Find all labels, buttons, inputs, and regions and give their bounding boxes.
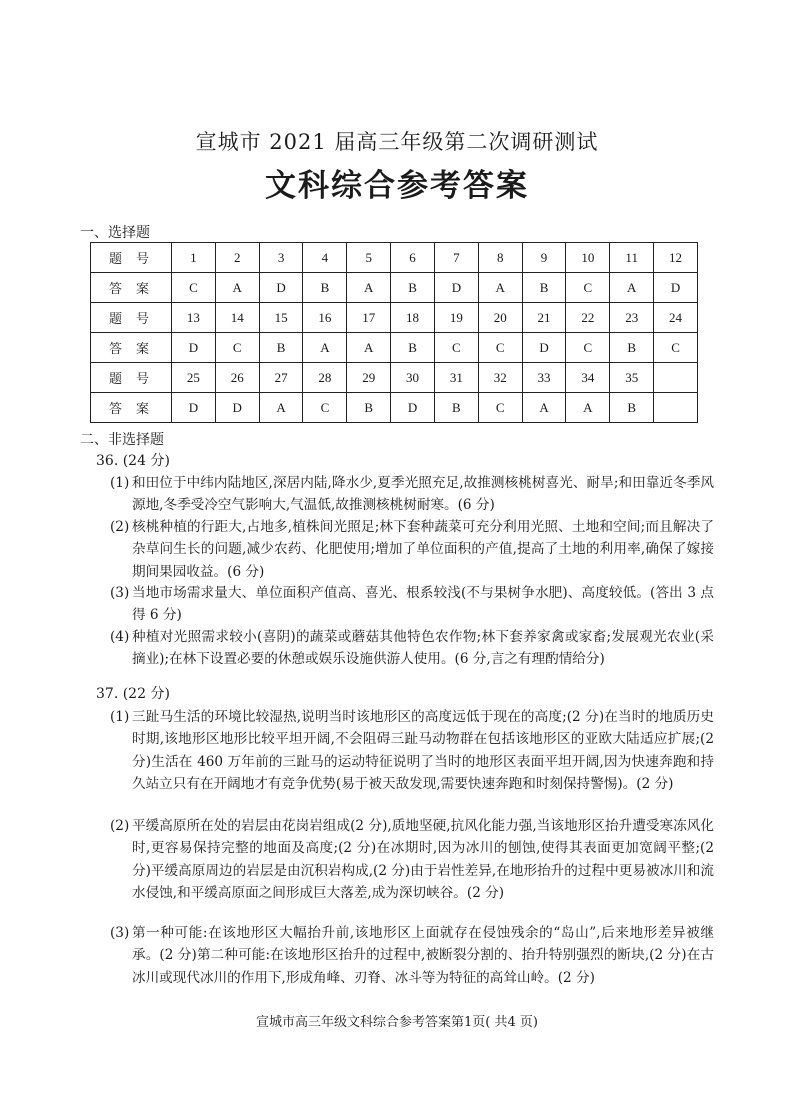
table-row-question [91, 303, 698, 333]
answer-cell: A [347, 333, 391, 363]
document-title: 文科综合参考答案 [265, 168, 529, 204]
answer-cell: D [654, 273, 698, 303]
row-header-question: 题号 [91, 243, 172, 273]
question-number-cell: 23 [610, 303, 654, 333]
row-header-answer: 答案 [91, 393, 172, 423]
question-number-cell: 31 [434, 363, 478, 393]
item-number: (3) [110, 925, 130, 941]
question-37-label: 37. (22 分) [96, 686, 170, 702]
table-row-answer [91, 273, 698, 303]
item-number: (2) [110, 818, 130, 834]
question-number-cell: 13 [172, 303, 216, 333]
question-number-cell: 25 [172, 363, 216, 393]
answer-cell: B [391, 333, 435, 363]
answer-cell: D [215, 393, 259, 423]
item-text: 和田位于中纬内陆地区,深居内陆,降水少,夏季光照充足,故推测核桃树喜光、耐旱;和田靠近冬季风源地,冬季受冷空气影响大,气温低,故推测核桃树耐寒。(6 分) [132, 475, 714, 514]
question-number-cell: 9 [522, 243, 566, 273]
question-number-cell: 6 [391, 243, 435, 273]
answer-cell: B [347, 393, 391, 423]
answer-36-1 [110, 472, 714, 517]
table-row-answer [91, 393, 698, 423]
item-text: 核桃种植的行距大,占地多,植株间光照足;林下套种蔬菜可充分利用光照、土地和空间;而且解决了杂草问生长的问题,减少农药、化肥使用;增加了单位面积的产值,提高了土地的利用率,确保了嫁接期间果园收益。(6 分) [132, 519, 714, 580]
question-number-cell: 11 [610, 243, 654, 273]
item-number: (1) [110, 475, 130, 491]
answer-cell: A [347, 273, 391, 303]
answer-cell: C [566, 273, 610, 303]
question-number-cell: 4 [303, 243, 347, 273]
question-number-cell: 7 [434, 243, 478, 273]
item-text: 第一种可能:在该地形区大幅抬升前,该地形区上面就存在侵蚀残余的“岛山”,后来地形差异被继承。(2 分)第二种可能:在该地形区抬升的过程中,被断裂分割的、抬升特别强烈的断块,(2 分)在古冰川或现代冰川的作用下,形成角峰、刃脊、冰斗等为特征的高耸山岭。(2 分) [132, 925, 714, 986]
answer-36-3 [110, 582, 714, 627]
answer-37-2 [110, 815, 714, 905]
answer-cell: D [391, 393, 435, 423]
answer-cell: D [172, 393, 216, 423]
answer-cell: D [522, 333, 566, 363]
question-36-label: 36. (24 分) [96, 453, 170, 469]
item-number: (1) [110, 709, 130, 725]
answer-cell: A [478, 273, 522, 303]
page-footer: 宣城市高三年级文科综合参考答案第1页( 共4 页) [256, 1015, 538, 1030]
question-number-cell: 34 [566, 363, 610, 393]
question-number-cell: 32 [478, 363, 522, 393]
question-number-cell: 21 [522, 303, 566, 333]
answer-table [90, 242, 698, 423]
question-number-cell: 3 [259, 243, 303, 273]
answer-cell: C [434, 333, 478, 363]
answer-cell: C [566, 333, 610, 363]
answer-cell: B [434, 393, 478, 423]
question-number-cell: 16 [303, 303, 347, 333]
question-number-cell: 2 [215, 243, 259, 273]
question-number-cell [654, 363, 698, 393]
table-row-question [91, 363, 698, 393]
question-number-cell: 35 [610, 363, 654, 393]
item-text: 平缓高原所在处的岩层由花岗岩组成(2 分),质地坚硬,抗风化能力强,当该地形区抬升遭受寒冻风化时,更容易保持完整的地面及高度;(2 分)在冰期时,因为冰川的刨蚀,使得其表面更加宽阔平整;(2 分)平缓高原周边的岩层是由沉积岩构成,(2 分)由于岩性差异,在地形抬升的过程中更易被冰川和流水侵蚀,和平缓高原面之间形成巨大落差,成为深切峡谷。(2 分) [132, 818, 714, 902]
question-number-cell: 22 [566, 303, 610, 333]
answer-cell: A [215, 273, 259, 303]
answer-cell: C [303, 393, 347, 423]
answer-cell: A [259, 393, 303, 423]
question-number-cell: 26 [215, 363, 259, 393]
question-number-cell: 29 [347, 363, 391, 393]
answer-cell: B [259, 333, 303, 363]
section-nonchoice-label: 二、非选择题 [80, 432, 164, 448]
question-number-cell: 19 [434, 303, 478, 333]
item-text: 当地市场需求量大、单位面积产值高、喜光、根系较浅(不与果树争水肥)、高度较低。(答出 3 点得 6 分) [132, 585, 714, 624]
question-number-cell: 30 [391, 363, 435, 393]
answer-36-2 [110, 516, 714, 583]
item-text: 种植对光照需求较小(喜阴)的蔬菜或蘑菇其他特色农作物;林下套养家禽或家畜;发展观光农业(采摘业);在林下设置必要的休憩或娱乐设施供游人使用。(6 分,言之有理酌情给分) [132, 629, 714, 668]
question-number-cell: 18 [391, 303, 435, 333]
row-header-answer: 答案 [91, 273, 172, 303]
item-number: (2) [110, 519, 130, 535]
answer-cell: A [522, 393, 566, 423]
question-number-cell: 1 [172, 243, 216, 273]
row-header-question: 题号 [91, 363, 172, 393]
answer-cell: A [610, 273, 654, 303]
answer-cell: D [172, 333, 216, 363]
answer-37-1 [110, 706, 714, 796]
answer-cell: B [522, 273, 566, 303]
answer-cell: B [610, 393, 654, 423]
answer-cell: D [259, 273, 303, 303]
answer-cell: B [610, 333, 654, 363]
answer-cell: A [566, 393, 610, 423]
answer-cell [654, 393, 698, 423]
question-number-cell: 15 [259, 303, 303, 333]
answer-cell: A [303, 333, 347, 363]
question-number-cell: 27 [259, 363, 303, 393]
question-number-cell: 14 [215, 303, 259, 333]
answer-cell: C [478, 393, 522, 423]
question-number-cell: 5 [347, 243, 391, 273]
item-number: (3) [110, 585, 130, 601]
answer-cell: D [434, 273, 478, 303]
answer-36-4 [110, 626, 714, 671]
answer-37-3 [110, 922, 714, 989]
question-number-cell: 24 [654, 303, 698, 333]
table-row-question [91, 243, 698, 273]
answer-cell: B [391, 273, 435, 303]
item-number: (4) [110, 629, 130, 645]
question-number-cell: 12 [654, 243, 698, 273]
row-header-answer: 答案 [91, 333, 172, 363]
exam-title: 宣城市 2021 届高三年级第二次调研测试 [195, 130, 599, 154]
question-number-cell: 17 [347, 303, 391, 333]
answer-cell: C [654, 333, 698, 363]
answer-cell: C [215, 333, 259, 363]
question-number-cell: 10 [566, 243, 610, 273]
row-header-question: 题号 [91, 303, 172, 333]
answer-cell: B [303, 273, 347, 303]
question-number-cell: 20 [478, 303, 522, 333]
answer-cell: C [172, 273, 216, 303]
question-number-cell: 28 [303, 363, 347, 393]
table-row-answer [91, 333, 698, 363]
answer-cell: C [478, 333, 522, 363]
section-choice-label: 一、选择题 [80, 225, 150, 241]
question-number-cell: 33 [522, 363, 566, 393]
question-number-cell: 8 [478, 243, 522, 273]
item-text: 三趾马生活的环境比较湿热,说明当时该地形区的高度远低于现在的高度;(2 分)在当时的地质历史时期,该地形区地形比较平坦开阔,不会阻碍三趾马动物群在包括该地形区的亚欧大陆适应扩展;(2 分)生活在 460 万年前的三趾马的运动特征说明了当时的地形区表面平坦开阔,因为快速奔跑和持久站立只有在开阔地才有竞争优势(易于被天敌发现,需要快速奔跑和时刻保持警惕)。(2 分) [132, 709, 714, 793]
